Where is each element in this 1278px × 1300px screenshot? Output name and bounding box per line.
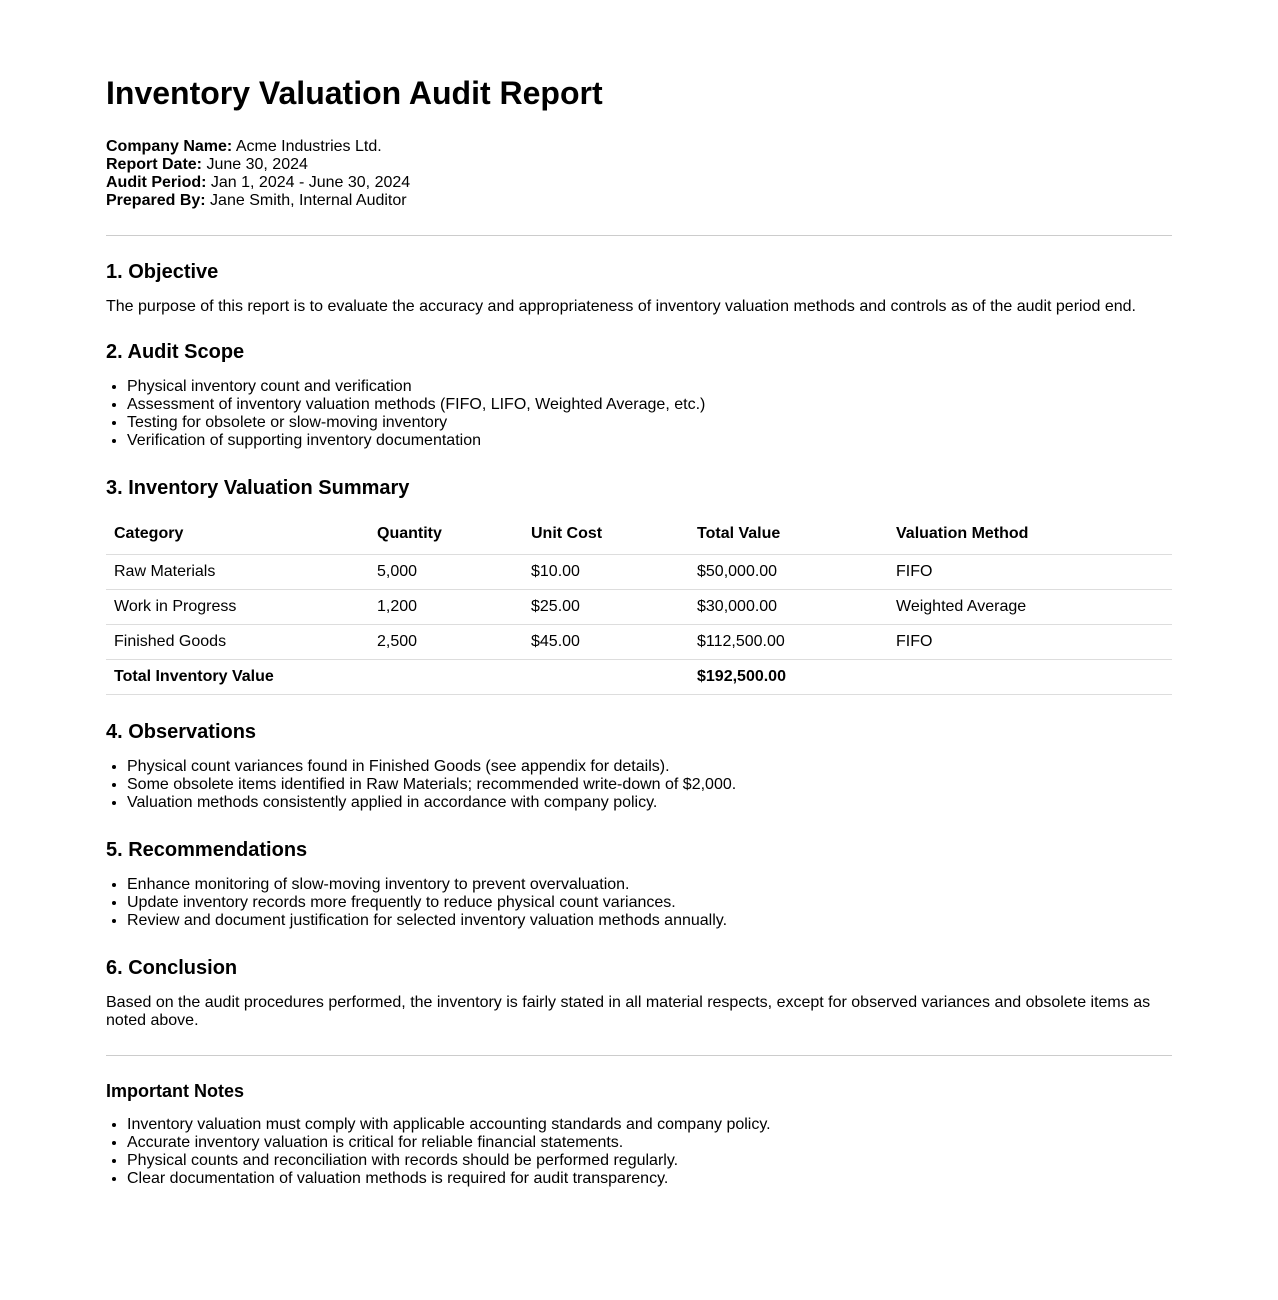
meta-company [106, 138, 1172, 156]
total-label: Total Inventory Value [106, 660, 369, 695]
table-cell: Weighted Average [888, 590, 1172, 625]
list-item: • Review and document justification for selected inventory valuation methods annually. [127, 912, 1172, 930]
meta-label: Audit Period: [106, 174, 207, 191]
section-important-notes [106, 1080, 1172, 1188]
section-recommendations [106, 838, 1172, 930]
list-item: • Testing for obsolete or slow-moving inventory [127, 414, 1172, 432]
section-conclusion [106, 956, 1172, 1030]
table-cell: Raw Materials [106, 555, 369, 590]
column-header: Unit Cost [523, 514, 689, 555]
meta-audit-period [106, 174, 1172, 192]
column-header: Category [106, 514, 369, 555]
table-cell [888, 660, 1172, 695]
table-cell: 1,200 [369, 590, 523, 625]
meta-label: Company Name: [106, 138, 233, 155]
list-item: • Physical count variances found in Finished Goods (see appendix for details). [127, 758, 1172, 776]
table-header-row [106, 514, 1172, 555]
list-item: • Enhance monitoring of slow-moving inventory to prevent overvaluation. [127, 876, 1172, 894]
table-cell: FIFO [888, 555, 1172, 590]
section-heading: 3. Inventory Valuation Summary [106, 477, 410, 499]
table-total-row [106, 660, 1172, 695]
table-cell: $30,000.00 [689, 590, 888, 625]
list-item: • Some obsolete items identified in Raw Materials; recommended write-down of $2,000. [127, 776, 1172, 794]
meta-value: Jan 1, 2024 - June 30, 2024 [210, 174, 411, 191]
meta-prepared-by [106, 192, 1172, 210]
objective-text: The purpose of this report is to evaluate the accuracy and appropriateness of inventory valuation methods and controls as of the audit period end. [106, 298, 1136, 315]
valuation-table [106, 514, 1172, 695]
section-heading: 1. Objective [106, 261, 219, 283]
section-objective [106, 260, 1172, 316]
conclusion-text: Based on the audit procedures performed, the inventory is fairly stated in all material respects, except for observed variances and obsolete items as noted above. [106, 994, 1151, 1029]
list-item: • Verification of supporting inventory documentation [127, 432, 1172, 450]
section-valuation-summary [106, 476, 1172, 695]
total-value: $192,500.00 [689, 660, 888, 695]
table-cell: 2,500 [369, 625, 523, 660]
report-meta [106, 138, 1172, 210]
meta-label: Report Date: [106, 156, 203, 173]
notes-heading: Important Notes [106, 1081, 245, 1101]
section-heading: 4. Observations [106, 721, 257, 743]
table-cell: FIFO [888, 625, 1172, 660]
section-heading: 2. Audit Scope [106, 341, 245, 363]
table-cell: 5,000 [369, 555, 523, 590]
meta-label: Prepared By: [106, 192, 206, 209]
list-item: • Update inventory records more frequently to reduce physical count variances. [127, 894, 1172, 912]
table-row [106, 625, 1172, 660]
table-row [106, 590, 1172, 625]
list-item: • Assessment of inventory valuation methods (FIFO, LIFO, Weighted Average, etc.) [127, 396, 1172, 414]
report-document [106, 0, 1172, 1188]
table-cell: $25.00 [523, 590, 689, 625]
list-item: • Valuation methods consistently applied in accordance with company policy. [127, 794, 1172, 812]
table-cell [369, 660, 523, 695]
list-item: • Physical inventory count and verification [127, 378, 1172, 396]
report-title: Inventory Valuation Audit Report [106, 75, 603, 111]
table-cell: $45.00 [523, 625, 689, 660]
list-item: • Physical counts and reconciliation with records should be performed regularly. [127, 1152, 1172, 1170]
table-cell: Work in Progress [106, 590, 369, 625]
meta-value: Jane Smith, Internal Auditor [210, 192, 407, 209]
observations-list [106, 758, 1172, 812]
table-row [106, 555, 1172, 590]
section-heading: 5. Recommendations [106, 839, 308, 861]
table-cell: $112,500.00 [689, 625, 888, 660]
table-cell: $50,000.00 [689, 555, 888, 590]
section-observations [106, 720, 1172, 812]
meta-value: Acme Industries Ltd. [235, 138, 382, 155]
divider [106, 235, 1172, 236]
column-header: Valuation Method [888, 514, 1172, 555]
divider [106, 1055, 1172, 1056]
recommendations-list [106, 876, 1172, 930]
section-audit-scope [106, 340, 1172, 450]
meta-value: June 30, 2024 [206, 156, 308, 173]
section-heading: 6. Conclusion [106, 957, 238, 979]
column-header: Total Value [689, 514, 888, 555]
list-item: • Clear documentation of valuation methods is required for audit transparency. [127, 1170, 1172, 1188]
table-cell: $10.00 [523, 555, 689, 590]
list-item: • Inventory valuation must comply with applicable accounting standards and company policy. [127, 1116, 1172, 1134]
list-item: • Accurate inventory valuation is critical for reliable financial statements. [127, 1134, 1172, 1152]
meta-report-date [106, 156, 1172, 174]
notes-list [106, 1116, 1172, 1188]
scope-list [106, 378, 1172, 450]
table-cell: Finished Goods [106, 625, 369, 660]
column-header: Quantity [369, 514, 523, 555]
table-cell [523, 660, 689, 695]
